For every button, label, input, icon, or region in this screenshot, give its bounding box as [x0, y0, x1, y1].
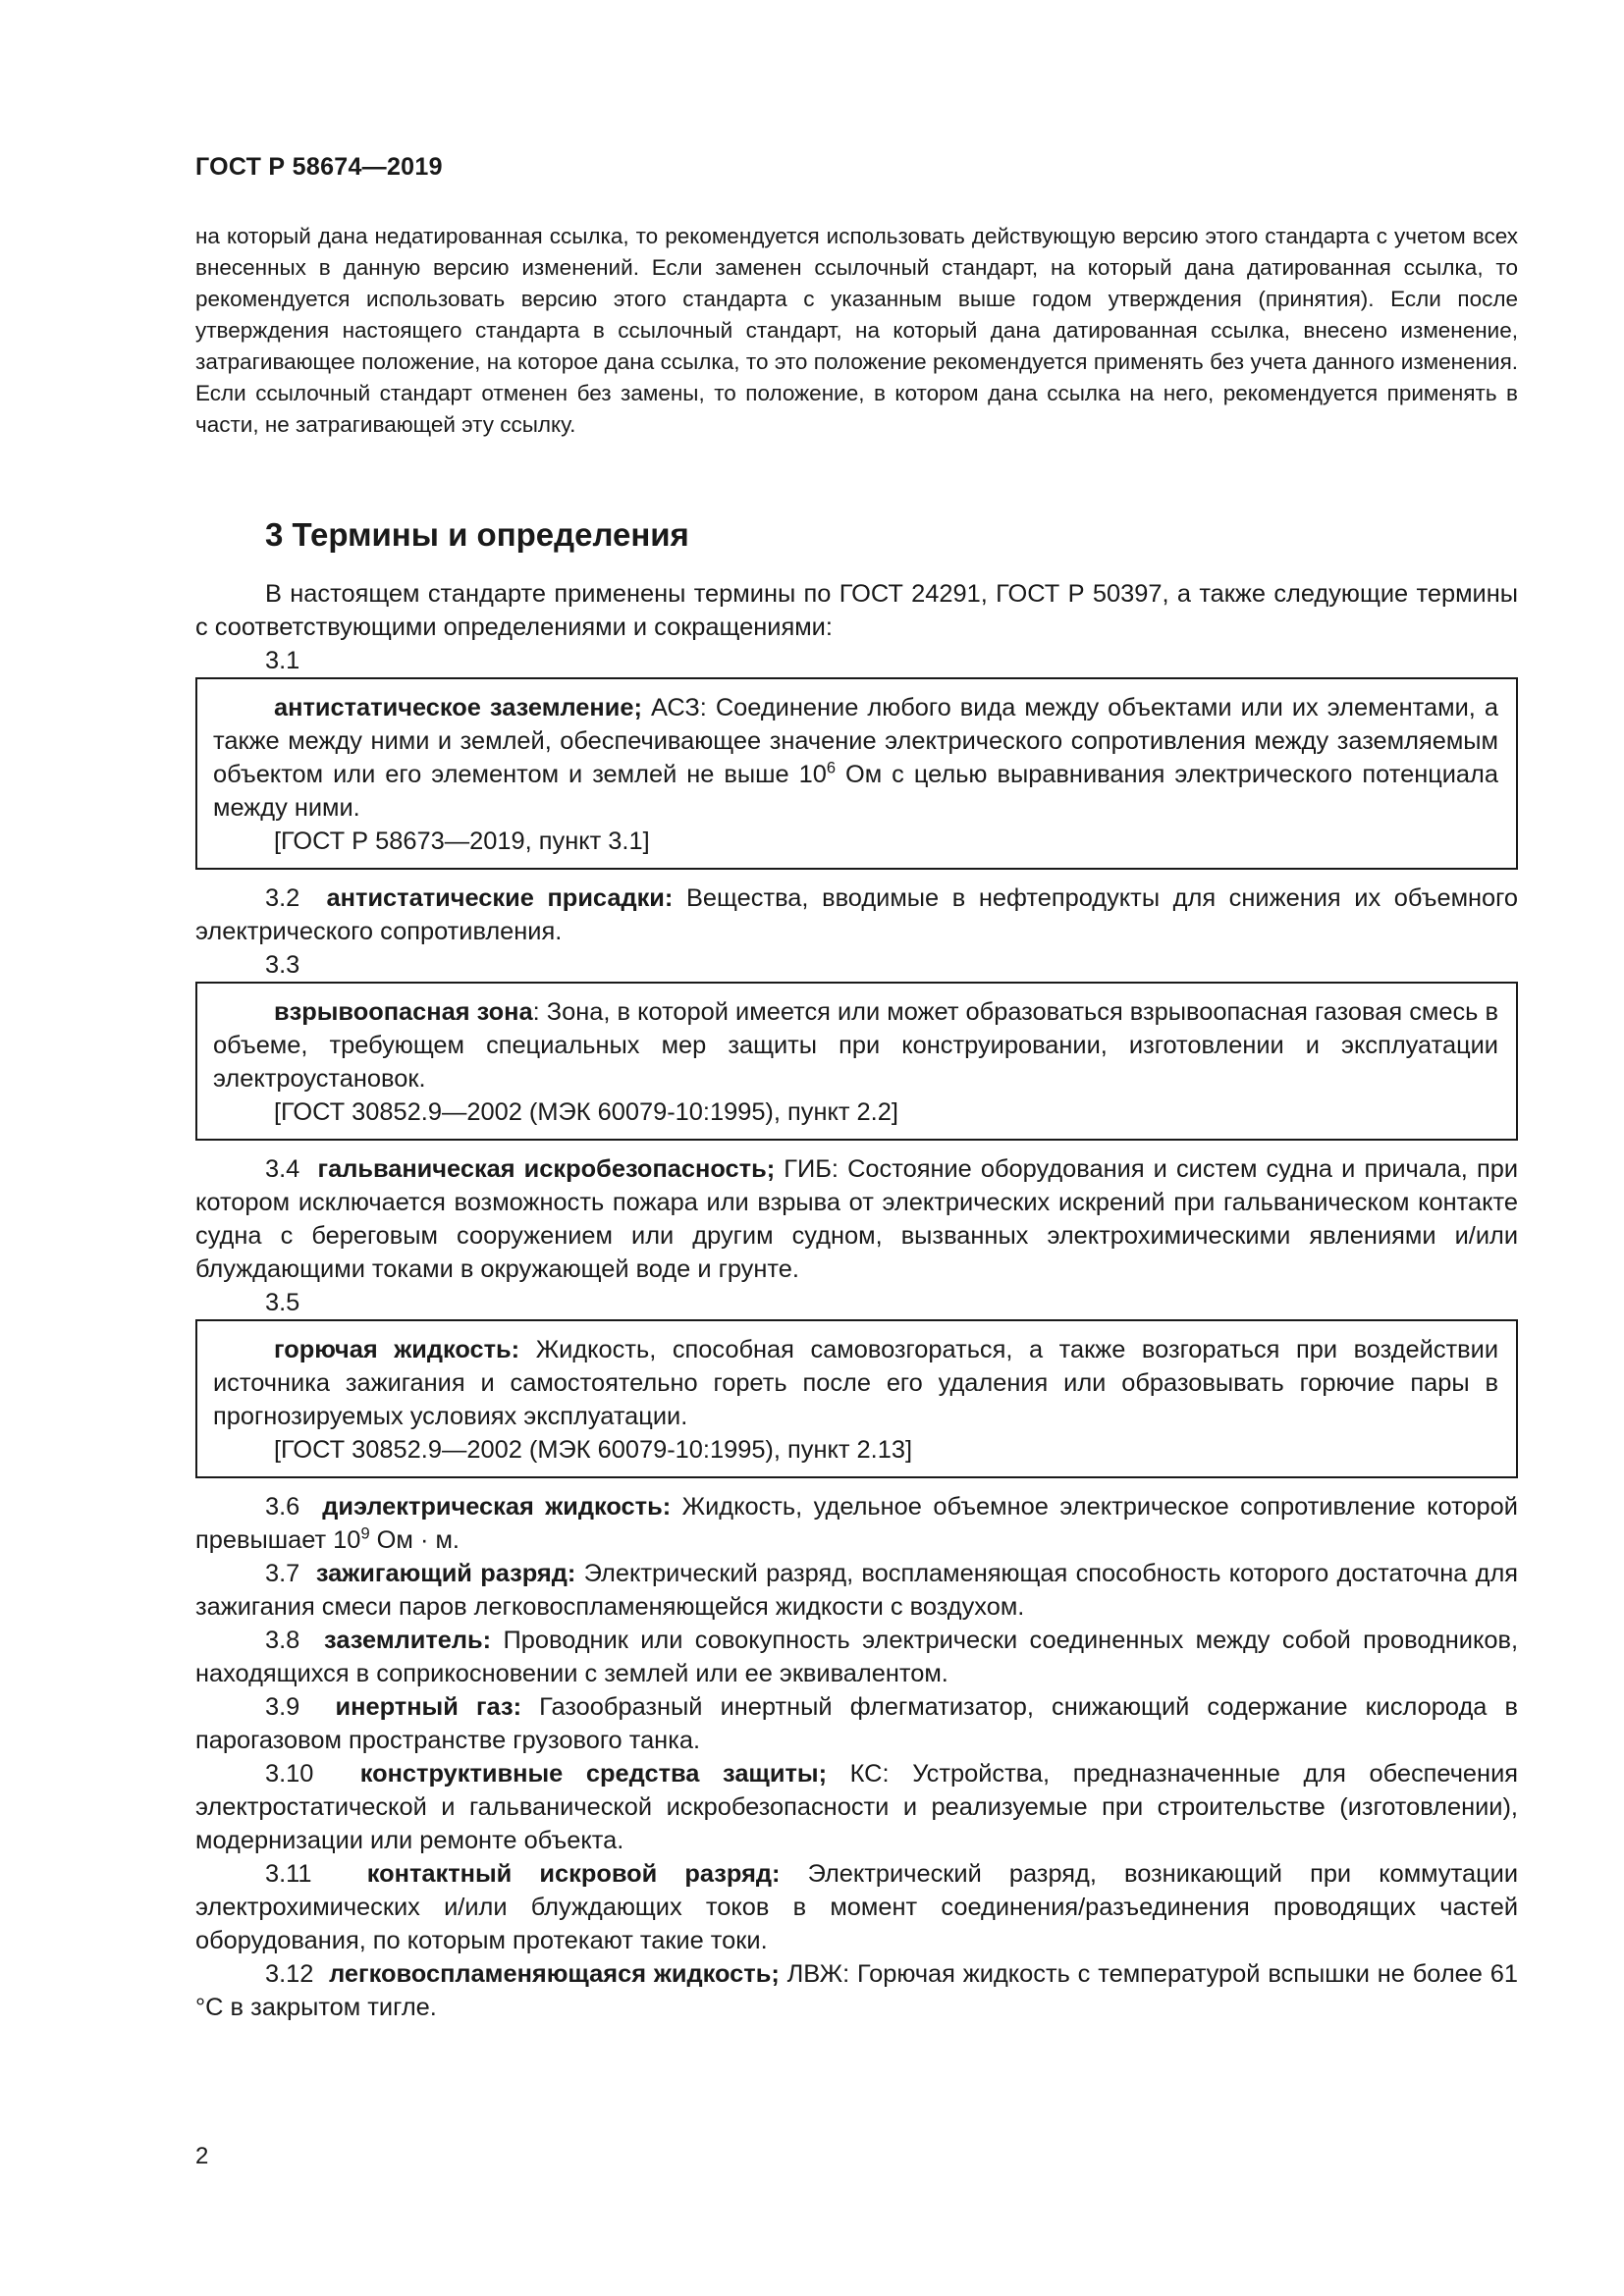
term-source: [ГОСТ 30852.9—2002 (МЭК 60079-10:1995), пункт 2.13]: [274, 1436, 913, 1464]
term-entry-3-3: [213, 995, 1498, 1095]
term-entry-3-12: [195, 1957, 1518, 2024]
term-definition: ЛВЖ: Горючая жидкость с температурой вспышки не более 61 °С в закрытом тигле.: [195, 1960, 1519, 2021]
term-entry-3-2: [195, 881, 1518, 948]
term-name: зажигающий разряд:: [315, 1560, 576, 1587]
page-number: 2: [195, 2143, 209, 2169]
term-number-3-5: 3.5: [265, 1289, 300, 1316]
term-definition: : Зона, в которой имеется или может образоваться взрывоопасная газовая смесь в объеме, требующем специальных мер защиты при конструировании, изготовлении и эксплуатации электроустановок.: [213, 998, 1498, 1093]
term-number: 3.10: [265, 1760, 314, 1788]
term-definition: КС: Устройства, предназначенные для обеспечения электростатической и гальванической искробезопасности и реализуемые при строительстве (изготовлении), модернизации или ремонте объекта.: [195, 1760, 1518, 1854]
document-header: ГОСТ Р 58674—2019: [195, 153, 443, 181]
term-entry-3-6: [195, 1490, 1518, 1557]
term-name: заземлитель:: [324, 1627, 492, 1654]
term-number-3-3: 3.3: [265, 951, 300, 979]
term-name: взрывоопасная зона: [274, 998, 533, 1026]
term-name: конструктивные средства защиты;: [359, 1760, 828, 1788]
term-definition: Жидкость, способная самовозгораться, а также возгораться при воздействии источника зажигания и самостоятельно гореть после его удаления или образовывать горючие пары в прогнозируемых условиях эксплуатации.: [213, 1336, 1499, 1430]
term-definition: Жидкость, удельное объемное электрическое сопротивление которой превышает 10: [195, 1493, 1518, 1554]
term-number: 3.4: [265, 1155, 300, 1183]
term-name: легковоспламеняющаяся жидкость;: [329, 1960, 780, 1988]
term-name: контактный искровой разряд:: [366, 1860, 781, 1888]
term-number: 3.11: [265, 1860, 312, 1888]
term-number: 3.12: [265, 1960, 314, 1988]
term-name: антистатическое заземление;: [274, 694, 642, 721]
term-definition-tail: Ом с целью выравнивания электрического потенциала между ними.: [213, 761, 1498, 822]
term-number: 3.6: [265, 1493, 300, 1521]
term-definition: Газообразный инертный флегматизатор, снижающий содержание кислорода в парогазовом пространстве грузового танка.: [195, 1693, 1518, 1754]
term-definition: Электрический разряд, возникающий при коммутации электрохимических и/или блуждающих токов в момент соединения/разъединения проводящих частей оборудования, по которым протекают такие токи.: [195, 1860, 1518, 1954]
term-source: [ГОСТ Р 58673—2019, пункт 3.1]: [274, 828, 650, 855]
term-definition: Вещества, вводимые в нефтепродукты для снижения их объемного электрического сопротивления.: [195, 884, 1518, 945]
term-entry-3-9: [195, 1690, 1518, 1757]
term-entry-3-7: [195, 1557, 1518, 1624]
term-definition: ГИБ: Состояние оборудования и систем судна и причала, при котором исключается возможность пожара или взрыва от электрических искрений при гальваническом контакте судна с береговым сооружением или другим судном, вызванных электрохимическими явлениями и/или блуждающими токами в окружающей воде и грунте.: [195, 1155, 1518, 1283]
term-name: антистатические присадки:: [326, 884, 674, 912]
section-title: 3 Термины и определения: [265, 516, 689, 553]
term-definition-tail: Ом · м.: [369, 1526, 460, 1554]
term-number-3-1: 3.1: [265, 647, 300, 674]
term-number: 3.7: [265, 1560, 300, 1587]
term-entry-3-5: [213, 1333, 1498, 1433]
term-name: диэлектрическая жидкость:: [322, 1493, 672, 1521]
term-entry-3-8: [195, 1624, 1518, 1690]
intro-paragraph: на который дана недатированная ссылка, то рекомендуется использовать действующую версию этого стандарта с учетом всех внесенных в данную версию изменений. Если заменен ссылочный стандарт, на который дана датированная ссылка, то рекомендуется использовать версию этого стандарта с указанным выше годом утверждения (принятия). Если после утверждения настоящего стандарта в ссылочный стандарт, на который дана датированная ссылка, внесено изменение, затрагивающее положение, на которое дана ссылка, то это положение рекомендуется применять без учета данного изменения. Если ссылочный стандарт отменен без замены, то положение, в котором дана ссылка на него, рекомендуется применять в части, не затрагивающей эту ссылку.: [195, 224, 1518, 437]
section-lead: В настоящем стандарте применены термины по ГОСТ 24291, ГОСТ Р 50397, а также следующие термины с соответствующими определениями и сокращениями:: [195, 580, 1518, 641]
term-exponent: 9: [360, 1524, 370, 1543]
term-name: гальваническая искробезопасность;: [317, 1155, 776, 1183]
term-box-3-5: [195, 1319, 1518, 1478]
term-box-3-3: [195, 982, 1518, 1141]
term-entry-3-4: [195, 1152, 1518, 1286]
term-definition: АСЗ: Соединение любого вида между объектами или их элементами, а также между ними и землей, обеспечивающее значение электрического сопротивления между заземляемым объектом или его элементом и землей не выше 10: [213, 694, 1499, 788]
term-number: 3.2: [265, 884, 300, 912]
term-definition: Проводник или совокупность электрически соединенных между собой проводников, находящихся в соприкосновении с землей или ее эквивалентом.: [195, 1627, 1518, 1687]
term-entry-3-10: [195, 1757, 1518, 1857]
term-definition: Электрический разряд, воспламеняющая способность которого достаточна для зажигания смеси паров легковоспламеняющейся жидкости с воздухом.: [195, 1560, 1519, 1621]
term-entry-3-11: [195, 1857, 1518, 1957]
section-body: [195, 577, 1518, 2024]
term-name: горючая жидкость:: [274, 1336, 520, 1363]
term-number: 3.8: [265, 1627, 300, 1654]
term-box-3-1: [195, 677, 1518, 870]
term-exponent: 6: [826, 759, 836, 777]
term-entry-3-1: [213, 691, 1498, 825]
term-source: [ГОСТ 30852.9—2002 (МЭК 60079-10:1995), пункт 2.2]: [274, 1098, 898, 1126]
term-number: 3.9: [265, 1693, 300, 1721]
term-name: инертный газ:: [335, 1693, 522, 1721]
